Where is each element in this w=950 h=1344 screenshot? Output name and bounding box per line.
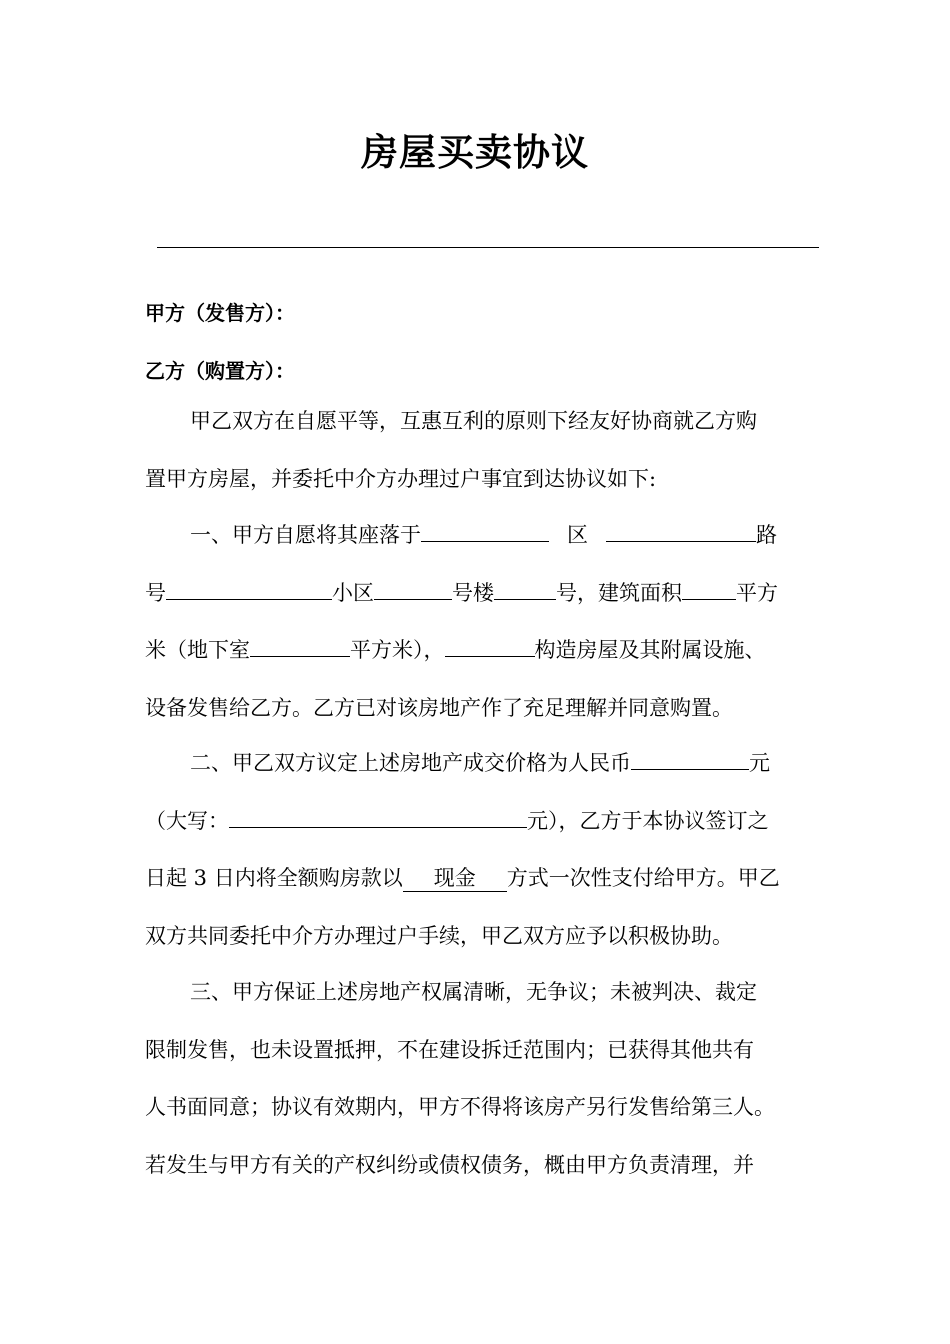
intro-line-1: 甲乙双方在自愿平等，互惠互利的原则下经友好协商就乙方购: [190, 409, 757, 433]
clause1-line-3: 米（地下室 平方米）， 构造房屋及其附属设施、: [145, 634, 835, 666]
clause2-line-3: 日起 3 日内将全额购房款以 现金 方式一次性支付给甲方。甲乙: [145, 866, 780, 890]
clause1-line-2: 号 小区 号楼 号，建筑面积 平方: [145, 577, 835, 609]
party-b-label: 乙方（购置方）：: [145, 359, 295, 383]
price-blank[interactable]: [631, 747, 749, 770]
road-blank[interactable]: [606, 519, 756, 542]
intro-line-2: 置甲方房屋，并委托中介方办理过户事宜到达协议如下:: [145, 467, 657, 491]
area-blank[interactable]: [682, 577, 736, 600]
clause1-line-1: 一、甲方自愿将其座落于 区 路: [190, 519, 835, 551]
clause1-line-4: 设备发售给乙方。乙方已对该房地产作了充足理解并同意购置。: [145, 696, 733, 720]
clause2-line-4: 双方共同委托中介方办理过户手续，甲乙双方应予以积极协助。: [145, 924, 733, 948]
clause3-line-2: 限制发售，也未设置抵押，不在建设拆迁范围内；已获得其他共有: [145, 1038, 754, 1062]
basement-area-blank[interactable]: [250, 634, 350, 657]
building-blank[interactable]: [494, 577, 556, 600]
clause3-line-1: 三、甲方保证上述房地产权属清晰，无争议；未被判决、裁定: [190, 980, 757, 1004]
clause2-line-2: （大写： 元），乙方于本协议签订之: [145, 805, 835, 837]
party-a-label: 甲方（发售方）：: [145, 301, 295, 325]
document-title: 房屋买卖协议: [361, 131, 589, 174]
clause3-line-3: 人书面同意；协议有效期内，甲方不得将该房产另行发售给第三人。: [145, 1095, 775, 1119]
district-blank[interactable]: [421, 519, 549, 542]
community-blank[interactable]: [374, 577, 452, 600]
clause3-line-4: 若发生与甲方有关的产权纠纷或债权债务，概由甲方负责清理，并: [145, 1153, 754, 1177]
clause2-line-1: 二、甲乙双方议定上述房地产成交价格为人民币 元: [190, 747, 835, 779]
number-blank[interactable]: [166, 577, 332, 600]
payment-method-value: 现金: [403, 865, 507, 892]
title-divider: [157, 247, 819, 248]
structure-blank[interactable]: [445, 634, 535, 657]
price-words-blank[interactable]: [229, 805, 527, 828]
